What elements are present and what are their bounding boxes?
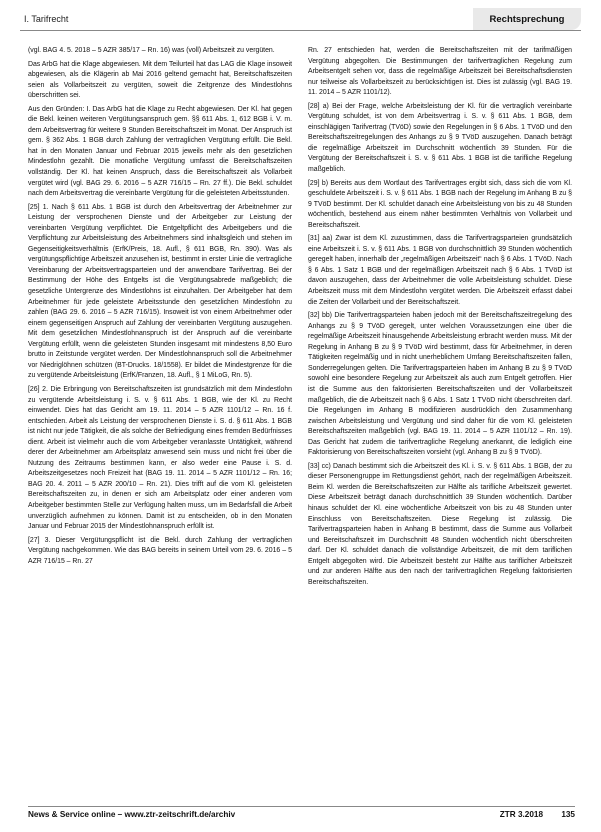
journal-issue: ZTR 3.2018 [499, 810, 543, 819]
paragraph: [26] 2. Die Erbringung von Bereitschaftszeiten ist grundsätzlich mit dem Mindestlohn zu vergütende Arbeitsleistung i. S. v. § 611 Abs. 1 BGB, wie der Kl. zu Recht einwendet. Dies hat das Gericht am 19. 11. 2014 – 5 AZR 1101/12 – Rn. 16 f. entschieden. Arbeit als Leistung der versprochenen Dienste i. S. d. § 611 Abs. 1 BGB ist nicht nur jede Tätigkeit, die als solche der Befriedigung eines fremden Bedürfnisses dient. Arbeit ist vielmehr auch die vom Arbeitgeber veranlasste Untätigkeit, während derer der Arbeitnehmer am Arbeitsplatz anwesend sein muss und nicht frei über die Nutzung des Zeitraums bestimmen kann, er also weder eine Pause i. S. d. Arbeitszeitgesetzes noch Freizeit hat (BAG 19. 11. 2014 – 5 AZR 1101/12 – Rn. 16; BAG 20. 4. 2011 – 5 AZR 200/10 – Rn. 21). Dies trifft auf die vom Kl. geleisteten Bereitschaftszeiten zu, in denen er sich am Arbeitsplatz oder einer anderen vom Arbeitgeber bestimmten Stelle zur Verfügung halten muss, um im Bedarfsfall die Arbeit unverzüglich aufnehmen zu können. Damit ist zu entscheiden, ob in den Monaten Januar und Februar 2015 der Mindestlohnanspruch erfüllt ist. [28, 385, 292, 531]
paragraph: [31] aa) Zwar ist dem Kl. zuzustimmen, dass die Tarifvertragsparteien grundsätzlich eine Arbeitszeit i. S. v. § 611 Abs. 1 BGB von durchschnittlich 39 Stunden wöchentlich geregelt haben, innerhalb der „regelmäßigen Arbeitszeit“ nach § 6 Abs. 1 TVöD. Nach § 6 Abs. 1 Satz 1 BGB und der regelmäßigen Arbeitszeit nach § 6 Abs. 1 TVöD ist davon auszugehen, dass der Arbeitnehmer die volle Arbeitsleistung schuldet. Diese Arbeitszeit muss mit dem Mindestlohn vergütet werden. Die Arbeitszeit erfasst dabei die Zeiten der Vollarbeit und der Bereitschaftszeit. [308, 235, 572, 306]
section-label: I. Tarifrecht [24, 14, 69, 24]
right-column [308, 46, 572, 798]
paragraph: [27] 3. Dieser Vergütungspflicht ist die Bekl. durch Zahlung der vertraglichen Vergütung nachgekommen. Wie das BAG bereits in seinem Urteil vom 29. 6. 2016 – 5 AZR 716/15 – Rn. 27 [28, 536, 292, 565]
page-footer [28, 806, 575, 822]
category-tab [473, 8, 581, 30]
paragraph: Das ArbG hat die Klage abgewiesen. Mit dem Teilurteil hat das LAG die Klage insoweit abgewiesen, als die Klägerin ab Mai 2016 geltend gemacht hat, Bereitschaftszeiten seien als Vollarbeitszeit zu vergüten, soweit die Zeitgrenze des Mindestlohns überschritten sei. [28, 60, 292, 100]
paragraph: [25] 1. Nach § 611 Abs. 1 BGB ist durch den Arbeitsvertrag der Arbeitnehmer zur Leistung der versprochenen Dienste und der Arbeitgeber zur Leistung der vereinbarten Vergütung verpflichtet. Die Entgeltpflicht des Arbeitgebers und die Verpflichtung zur Arbeitsleistung des Arbeitnehmers sind inhaltsgleich und stehen im Gegenseitigkeitsverhältnis (ErfK/Preis, 18. Aufl., § 611 BGB, Rn. 390). Was als vergütungspflichtige Arbeitszeit anzusehen ist, bestimmt in erster Linie die vertragliche Vereinbarung der Arbeitsvertragsparteien und der anwendbare Tarifvertrag. Bei der Bestimmung der Höhe des Entgelts ist die Vergütungsabrede maßgeblich; die gesetzliche Untergrenze des Mindestlohns ist einzuhalten. Der Arbeitgeber hat dem Arbeitnehmer für jede geleistete Arbeitsstunde den gesetzlichen Mindestlohn zu zahlen (BAG 29. 6. 2016 – 5 AZR 716/15). Insoweit ist von einem Arbeitnehmer oder einem gegenseitigen Anspruch auf Zahlung der vereinbarten Vergütung auszugehen. Mit dem gesetzlichen Mindestlohnanspruch ist der Anspruch auf die vereinbarte Vergütung erfüllt, wenn die geleisteten Stunden insgesamt mit mindestens 8,50 Euro brutto in Zeitstunde vergütet werden. Der Mindestlohnanspruch soll die Arbeitnehmer vor Niedriglöhnen schützen (BT-Drucks. 18/1558). Er bildet die Mindestgrenze für die zu vergütende Arbeitsleistung (ErfK/Franzen, 18. Aufl., § 1 MiLoG, Rn. 5). [28, 203, 292, 380]
paragraph: (vgl. BAG 4. 5. 2018 – 5 AZR 385/17 – Rn. 16) was (voll) Arbeitszeit zu vergüten. [28, 47, 275, 54]
page-header [20, 8, 581, 30]
paragraph: [28] a) Bei der Frage, welche Arbeitsleistung der Kl. für die vertraglich vereinbarte Vergütung schuldet, ist von dem Arbeitsvertrag i. S. v. § 611 Abs. 1 BGB, dem einschlägigen Tarifvertrag (TVöD) sowie den Regelungen in § 6 Abs. 1 TVöD und den Bereitschaftszeitregelungen des Anhangs zu § 9 TVöD auszugehen. Danach beträgt die regelmäßige Arbeitszeit im Durchschnitt wöchentlich 39 Stunden. Für die Vergütung der Bereitschaftszeit i. S. v. § 611 Abs. 1 BGB ist die tarifliche Regelung maßgeblich. [308, 102, 572, 174]
paragraph: Rn. 27 entschieden hat, werden die Bereitschaftszeiten mit der tarifmäßigen Vergütung abgegolten. Die Bestimmungen der tarifvertraglichen Regelung zum Arbeitsentgelt sehen vor, dass die regelmäßige Arbeitszeit bei Bereitschaftsdiensten nur teilweise als Vollarbeitszeit zu berücksichtigen ist. Dies ist zulässig (vgl. BAG 19. 11. 2014 – 5 AZR 1101/12). [308, 47, 572, 97]
paragraph: [32] bb) Die Tarifvertragsparteien haben jedoch mit der Bereitschaftszeitregelung des Anhangs zu § 9 TVöD geregelt, unter welchen Voraussetzungen eine über die regelmäßige Arbeitszeit hinausgehende Arbeitsleistung erbracht werden muss. Mit der Regelung in Anhang B zu § 9 TVöD wird bestimmt, dass für Arbeitnehmer, in deren Tätigkeiten regelmäßig und in nicht unerheblichem Umfang Bereitschaftszeiten fallen, Sonderregelungen gelten. Die Tarifvertragsparteien haben im Anhang B zu § 9 TVöD sowohl eine besondere Regelung zur Arbeitszeit als auch zum Entgelt getroffen. Hier ist die Summe aus den faktorisierten Bereitschaftszeiten und der Vollarbeitszeit maßgeblich, die die Arbeitszeit nach § 6 Abs. 1 Satz 1 TVöD nicht überschreiten darf. Die Regelungen im Anhang B modifizieren ausdrücklich den Zusammenhang zwischen Arbeitsleistung und Vergütung und sind daher für die vom Kl. geleisteten Bereitschaftszeiten maßgeblich (vgl. BAG 19. 11. 2014 – 5 AZR 1101/12 – Rn. 19). Das Gericht hat zudem die tarifvertragliche Regelung anerkannt, die lediglich eine Faktorisierung von Bereitschaftszeiten vorsieht (vgl. Anhang B zu § 9 TVöD). [308, 312, 572, 457]
header-divider [20, 30, 581, 31]
category-label: Rechtsprechung [489, 13, 565, 25]
left-column [28, 46, 292, 798]
paragraph: Aus den Gründen: I. Das ArbG hat die Klage zu Recht abgewiesen. Der Kl. hat gegen die Bekl. keinen weiteren Vergütungsanspruch gem. §§ 611 Abs. 1, 612 BGB i. V. m. dem Arbeitsvertrag für weitere 9 Stunden Bereitschaftszeit im Monat. Der Anspruch ist gem. § 362 Abs. 1 BGB durch Zahlung der vertraglichen Vergütung erfüllt. Die Bekl. hat in den Monaten Januar und Februar 2015 jeweils mehr als den gesetzlichen Mindestlohn gezahlt. Die monatliche Vergütung umfasst die Bereitschaftszeiten vollständig. Der Kl. hat keinen Anspruch, dass die Bereitschaftszeit als Vollarbeit vergütet wird (vgl. BAG 29. 6. 2016 – 5 AZR 716/15 – Rn. 27 ff.). Die Bekl. schuldet nach dem Arbeitsvertrag die vereinbarte Vergütung für die geleisteten Arbeitsstunden. [28, 105, 292, 198]
footer-website: News & Service online – www.ztr-zeitschrift.de/archiv [28, 810, 236, 819]
page-number: 135 [561, 810, 575, 819]
paragraph: [29] b) Bereits aus dem Wortlaut des Tarifvertrages ergibt sich, dass sich die vom Kl. geschuldete Arbeitszeit i. S. v. § 611 Abs. 1 BGB nach der Regelung im Anhang B zu § 9 TVöD bestimmt. Der Kl. schuldet danach eine Arbeitsleistung von bis zu 48 Stunden wöchentlich, bestehend aus einem näher bestimmten Verhältnis von Vollarbeit und Bereitschaftszeit. [308, 179, 572, 229]
paragraph: [33] cc) Danach bestimmt sich die Arbeitszeit des Kl. i. S. v. § 611 Abs. 1 BGB, der zu dieser Personengruppe im Rettungsdienst gehört, nach der regelmäßigen Arbeitszeit. Beim Kl. werden die Bereitschaftszeiten zur Hälfte als tarifliche Arbeitszeit gewertet. Diese Arbeitszeit beträgt danach durchschnittlich 39 Stunden wöchentlich. Darüber hinaus schuldet der Kl. eine wöchentliche Arbeitszeit von bis zu 48 Stunden unter Einschluss von Bereitschaftszeiten. Diese Regelung ist zulässig. Die Tarifvertragsparteien haben in Anhang B bestimmt, dass die Summe aus Vollarbeit und Bereitschaftszeit im Durchschnitt 48 Stunden wöchentlich nicht überschreiten darf. Der Kl. schuldet danach die vollständige Arbeitszeit, die mit dem tariflichen Entgelt abgegolten wird. Die Arbeitszeit besteht zur Hälfte aus tariflicher Arbeitszeit und zur anderen Hälfte aus den nach der tarifvertraglichen Regelung faktorisierten Bereitschaftszeiten. [308, 462, 572, 586]
footer-divider [28, 806, 575, 807]
